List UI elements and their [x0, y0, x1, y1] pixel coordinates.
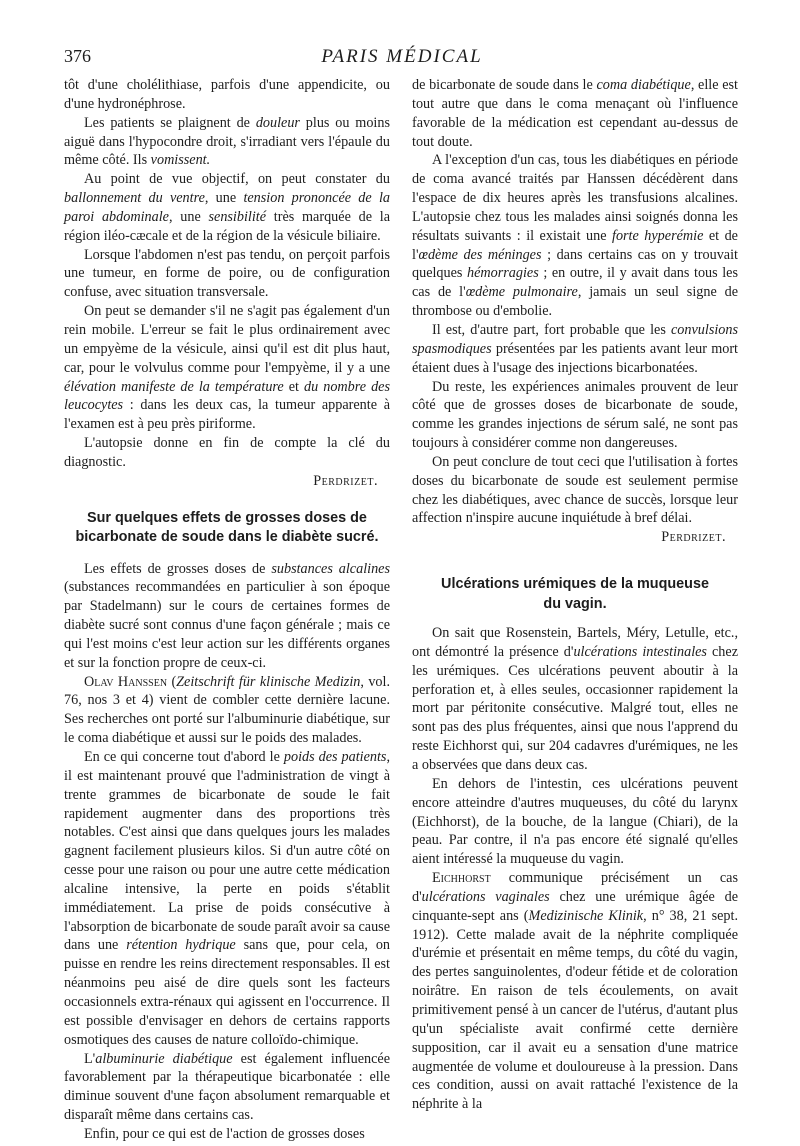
author-signature: Perdrizet.	[313, 472, 378, 489]
running-title: PARIS MÉDICAL	[321, 46, 483, 67]
paragraph: Les patients se plaignent de douleur plus ou moins aiguë dans l'hypocondre droit, s'irradiant vers l'épaule du même côté. Ils vomissent.	[64, 114, 390, 169]
paragraph: L'autopsie donne en fin de compte la clé du diagnostic.	[64, 435, 390, 470]
page-header	[64, 46, 740, 70]
paragraph: Enfin, pour ce qui est de l'action de grosses doses	[84, 1125, 365, 1142]
paragraph: Du reste, les expériences animales prouvent de leur côté que de grosses doses de bicarbonate de soude, comme les grandes injections de sérum salé, ne sont pas toujours à considérer comme non dangereuses.	[412, 378, 738, 452]
paragraph: de bicarbonate de soude dans le coma diabétique, elle est tout autre que dans le coma menaçant où l'influence favorable de la médication est cependant au-dessus de tout doute.	[412, 77, 738, 150]
paragraph: Lorsque l'abdomen n'est pas tendu, on perçoit parfois une tumeur, en forme de poire, ou de configuration confuse, avec situation transversale.	[64, 246, 390, 301]
paragraph: Les effets de grosses doses de substances alcalines (substances recommandées en particulier à son époque par Stadelmann) sur le cours de certaines formes de diabète sucré sont connus d'une façon générale ; mais ce qui l'est moins c'est leur action sur les différents organes et sur la fonction propre de ceux-ci.	[64, 560, 390, 671]
paragraph: tôt d'une cholélithiase, parfois d'une appendicite, ou d'une hydronéphrose.	[64, 77, 390, 112]
paragraph: A l'exception d'un cas, tous les diabétiques en période de coma avancé traités par Hanssen décédèrent dans l'espace de dix heures après les transfusions alcalines. L'autopsie chez tous les malades ainsi soignés donna les résultats suivants : il existait une forte hyperémie et de l'œdème des méninges ; dans certains cas on y trouvait quelques hémorragies ; en outre, il y avait dans tous les cas de l'œdème pulmonaire, jamais un seul signe de thrombose ou d'embolie.	[412, 152, 738, 320]
paragraph: Au point de vue objectif, on peut constater du ballonnement du ventre, une tension prononcée de la paroi abdominale, une sensibilité très marquée de la région iléo-cæcale et de la région de la vésicule biliaire.	[64, 171, 390, 244]
paragraph: On peut conclure de tout ceci que l'utilisation à fortes doses du bicarbonate de soude est seulement permise chez les diabétiques, avec chance de succès, lorsque leur affection n'inspire aucune inquiétude à bref délai.	[412, 453, 738, 527]
paragraph: L'albuminurie diabétique est également influencée favorablement par la thérapeutique bicarbonatée : elle diminue souvent d'une façon absolument remarquable et disparaît même dans certains cas.	[64, 1050, 390, 1124]
paragraph: On peut se demander s'il ne s'agit pas également d'un rein mobile. L'erreur se fait le plus ordinairement avec un empyème de la vésicule, ainsi qu'il est dit plus haut, car, pour le volvulus comme pour l'empyème, il y a une élévation manifeste de la température et du nombre des leucocytes : dans les deux cas, la tumeur apparente à l'examen est à peu près piriforme.	[64, 303, 390, 433]
article-title: Sur quelques effets de grosses doses de bicarbonate de soude dans le diabète sucré.	[75, 509, 379, 546]
paragraph: On sait que Rosenstein, Bartels, Méry, Letulle, etc., ont démontré la présence d'ulcérations intestinales chez les urémiques. Ces ulcérations peuvent aboutir à la perforation et, à elles seules, occasionner rapidement la mort par péritonite consécutive. Malgré tout, elles ne sont pas des plus fréquentes, ainsi que nous l'apprend du reste Eichhorst qui, sur 204 cadavres d'urémiques, ne les a observées que dans deux cas.	[412, 625, 738, 773]
paragraph: Eichhorst communique précisément un cas d'ulcérations vaginales chez une urémique âgée de cinquante-sept ans (Medizinische Klinik, n° 38, 21 sept. 1912). Cette malade avait de la néphrite compliquée d'urémie et présentait en même temps, du côté du vagin, des pertes sanguinolentes, d'odeur fétide et de coloration noirâtre. En raison de tels écoulements, on avait primitivement pensé à un cancer de l'utérus, d'autant plus qu'un spécialiste avait confirmé cette dernière supposition, car il avait eu a sensation d'une matrice augmentée de volume et douloureuse à la pression. Dans ces condition, aussi on avait rattaché l'existence de la néphrite à la	[412, 870, 738, 1113]
paragraph: Olav Hanssen (Zeitschrift für klinische Medizin, vol. 76, nos 3 et 4) vient de combler cette dernière lacune. Ses recherches ont porté sur l'albuminurie diabétique, sur le coma diabétique et aussi sur le poids des malades.	[64, 673, 390, 747]
article-title: Ulcérations urémiques de la muqueuse du vagin.	[441, 576, 709, 612]
paragraph: Il est, d'autre part, fort probable que les convulsions spasmodiques présentées par les patients avant leur mort étaient dues à l'usage des injections bicarbonatées.	[412, 321, 738, 376]
page-number: 376	[64, 46, 91, 66]
author-signature: Perdrizet.	[661, 529, 726, 546]
left-column	[64, 76, 390, 1144]
paragraph: En dehors de l'intestin, ces ulcérations peuvent encore atteindre d'autres muqueuses, du côté du larynx (Eichhorst), de la bouche, de la langue (Chiari), de la peau. Par contre, il n'a pas encore été signalé qu'elles aient intéressé la muqueuse du vagin.	[412, 775, 738, 868]
paragraph: En ce qui concerne tout d'abord le poids des patients, il est maintenant prouvé que l'administration de vingt à trente grammes de bicarbonate de soude le fait rapidement augmenter dans des proportions très notables. C'est ainsi que dans quelques jours les malades gagnent facilement plusieurs kilos. Si d'un autre côté on cesse pour une raison ou pour une autre cette médication alcaline intensive, la perte en poids s'établit immédiatement. La prise de poids consécutive à l'absorption de bicarbonate de soude paraît avoir sa cause dans une rétention hydrique sans que, pour cela, on puisse en rendre les reins directement responsables. Il est néanmoins peu aisé de dire quels sont les facteurs occasionnels extra-rénaux qui agissent en l'occurrence. Il est possible d'envisager en dehors de certains rapports osmotiques des causes de nature colloïdo-chimique.	[64, 749, 391, 1048]
right-column	[412, 76, 738, 1114]
